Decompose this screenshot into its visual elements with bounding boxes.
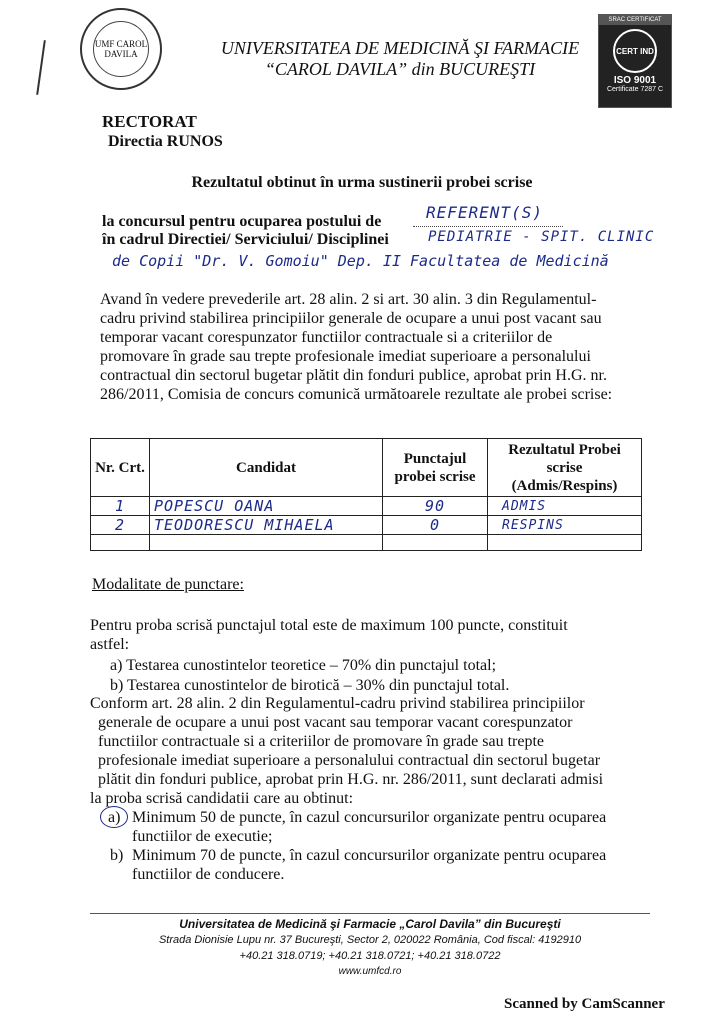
handwritten-position: REFERENT(S)	[426, 203, 543, 222]
scoring-line: astfel:	[90, 636, 130, 653]
scoring-item-a: a) Testarea cunostintelor teoretice – 70% din punctajul total;	[110, 657, 497, 674]
scoring-line: Pentru proba scrisă punctajul total este de maximum 100 puncte, constituit	[90, 617, 568, 634]
criterion-a-line-2: functiilor de executie;	[132, 828, 273, 845]
criterion-a-marker: a)	[108, 809, 121, 826]
office-block	[102, 112, 223, 152]
cell-punctaj: 90	[383, 497, 488, 516]
col-header-nr: Nr. Crt.	[91, 439, 150, 497]
col-header-candidat: Candidat	[150, 439, 383, 497]
seal-inner	[93, 21, 149, 77]
cell-nr: 1	[91, 497, 150, 516]
contest-line-1-label: la concursul pentru ocuparea postului de	[102, 213, 382, 230]
intro-line: promovare în grade sau trepte profesionale imediat superioare a personalului	[100, 348, 591, 365]
cert-number: Certificate 7287 C	[606, 86, 664, 93]
intro-line: cadru privind stabilirea principiilor generale de ocupare a unui post vacant sau	[100, 310, 602, 327]
cell-rezultat: ADMIS	[488, 497, 642, 516]
scoring-line: generale de ocupare a unui post vacant sau temporar vacant corespunzator	[98, 714, 573, 731]
iso-certification-badge	[598, 14, 672, 108]
cell-empty	[150, 535, 383, 551]
criterion-b	[132, 846, 652, 884]
handwritten-department-continued: de Copii "Dr. V. Gomoiu" Dep. II Facultatea de Medicină	[112, 252, 609, 270]
results-table	[90, 438, 642, 551]
cert-mark: CERT IND	[616, 46, 654, 56]
contest-line-2-label: în cadrul Directiei/ Serviciului/ Disciplinei	[102, 231, 389, 248]
intro-line: Avand în vedere prevederile art. 28 alin. 2 si art. 30 alin. 3 din Regulamentul-	[100, 291, 597, 308]
scoring-line: la proba scrisă candidatii care au obtinut:	[90, 790, 354, 807]
cell-candidat: POPESCU OANA	[150, 497, 383, 516]
criterion-a	[132, 808, 652, 846]
scoring-line: profesionale imediat superioare a personalului contractual din sectorul bugetar	[98, 752, 601, 769]
university-seal-logo	[80, 8, 162, 90]
table-row-empty	[91, 535, 642, 551]
scoring-line: Conform art. 28 alin. 2 din Regulamentul-cadru privind stabilirea principiilor	[90, 695, 585, 712]
scoring-paragraph-1	[90, 616, 650, 654]
footer-university: Universitatea de Medicină şi Farmacie „Carol Davila” din Bucureşti	[179, 917, 561, 931]
scoring-item-b: b) Testarea cunostintelor de birotică – 30% din punctajul total.	[110, 677, 510, 694]
cert-ring-icon	[613, 29, 657, 73]
col-header-punctaj: Punctajul probei scrise	[383, 439, 488, 497]
cell-rezultat: RESPINS	[488, 516, 642, 535]
footer-website: www.umfcd.ro	[338, 966, 402, 977]
handwritten-department: PEDIATRIE - SPIT. CLINIC	[428, 229, 655, 245]
col-header-rezultat: Rezultatul Probei scrise (Admis/Respins)	[488, 439, 642, 497]
table-row	[91, 516, 642, 535]
university-line-2: “CAROL DAVILA” din BUCUREŞTI	[264, 59, 536, 79]
seal-text: UMF CAROL DAVILA	[94, 39, 148, 59]
document-title: Rezultatul obtinut în urma sustinerii probei scrise	[191, 174, 533, 191]
cert-iso: ISO 9001	[613, 75, 657, 86]
criterion-b-line-1: Minimum 70 de puncte, în cazul concursurilor organizate pentru ocuparea	[132, 847, 607, 864]
intro-line: temporar vacant corespunzator functiilor contractuale si a criteriilor de	[100, 329, 553, 346]
scoring-heading: Modalitate de punctare:	[92, 576, 244, 593]
scoring-line: plătit din fonduri publice, aprobat prin H.G. nr. 286/2011, sunt declarati admisi	[98, 771, 604, 788]
criterion-a-line-1: Minimum 50 de puncte, în cazul concursurilor organizate pentru ocuparea	[132, 809, 607, 826]
footer-phones: +40.21 318.0719; +40.21 318.0721; +40.21 318.0722	[239, 950, 501, 962]
footer	[90, 916, 650, 980]
university-line-1: UNIVERSITATEA DE MEDICINĂ ŞI FARMACIE	[220, 38, 580, 58]
office-direction: Directia RUNOS	[108, 133, 223, 150]
cell-punctaj: 0	[383, 516, 488, 535]
camscanner-watermark: Scanned by CamScanner	[504, 996, 665, 1012]
scoring-line: functiilor contractuale si a criteriilor de promovare în grade sau trepte	[98, 733, 545, 750]
table-row	[91, 497, 642, 516]
cell-nr: 2	[91, 516, 150, 535]
intro-line: 286/2011, Comisia de concurs comunică următoarele rezultate ale probei scrise:	[100, 386, 613, 403]
footer-divider	[90, 913, 650, 914]
cell-empty	[383, 535, 488, 551]
cell-empty	[91, 535, 150, 551]
contest-line-1-dots	[413, 226, 563, 227]
criterion-b-line-2: functiilor de conducere.	[132, 866, 285, 883]
cell-empty	[488, 535, 642, 551]
office-rectorat: RECTORAT	[102, 112, 197, 131]
cert-top-text: SRAC CERTIFICAT	[599, 15, 671, 25]
margin-pen-mark	[36, 40, 46, 95]
cell-candidat: TEODORESCU MIHAELA	[150, 516, 383, 535]
scoring-paragraph-2	[90, 694, 645, 808]
table-header-row	[91, 439, 642, 497]
university-name	[200, 38, 600, 80]
intro-line: contractual din sectorul bugetar plătit din fonduri publice, aprobat prin H.G. nr.	[100, 367, 607, 384]
intro-paragraph	[100, 290, 640, 404]
footer-address: Strada Dionisie Lupu nr. 37 Bucureşti, Sector 2, 020022 România, Cod fiscal: 4192910	[158, 934, 582, 946]
criterion-b-marker: b)	[110, 847, 124, 864]
